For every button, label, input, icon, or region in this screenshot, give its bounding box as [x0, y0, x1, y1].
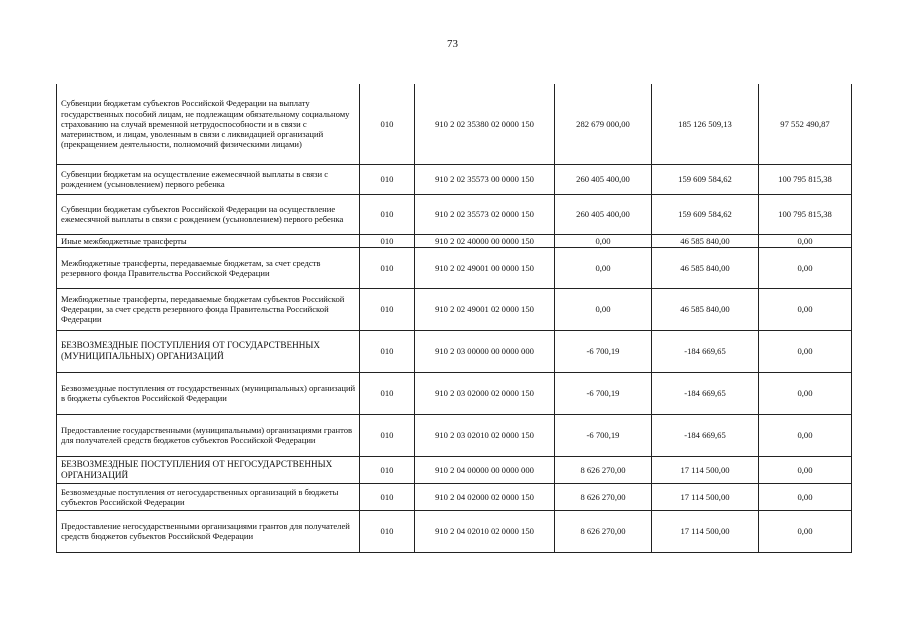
table-row — [57, 247, 852, 288]
row-code: 010 — [360, 247, 415, 288]
table-row — [57, 510, 852, 552]
row-unexecuted-value: 97 552 490,87 — [759, 84, 852, 164]
row-executed-value: 159 609 584,62 — [652, 194, 759, 234]
row-approved-value: 260 405 400,00 — [555, 164, 652, 194]
row-unexecuted-value: 100 795 815,38 — [759, 164, 852, 194]
row-unexecuted-value: 100 795 815,38 — [759, 194, 852, 234]
row-approved-value: 8 626 270,00 — [555, 483, 652, 510]
row-unexecuted-value: 0,00 — [759, 372, 852, 414]
row-executed-value: 159 609 584,62 — [652, 164, 759, 194]
row-code: 010 — [360, 372, 415, 414]
row-name: Межбюджетные трансферты, передаваемые бюджетам субъектов Российской Федерации, за счет средств резервного фонда Правительства Российской Федерации — [57, 288, 360, 330]
row-approved-value: 8 626 270,00 — [555, 456, 652, 483]
row-kbk: 910 2 04 00000 00 0000 000 — [415, 456, 555, 483]
row-approved-value: 260 405 400,00 — [555, 194, 652, 234]
row-kbk: 910 2 02 49001 02 0000 150 — [415, 288, 555, 330]
row-executed-value: 46 585 840,00 — [652, 247, 759, 288]
row-unexecuted-value: 0,00 — [759, 483, 852, 510]
row-code: 010 — [360, 414, 415, 456]
table-row — [57, 164, 852, 194]
row-unexecuted-value: 0,00 — [759, 414, 852, 456]
row-name: Субвенции бюджетам на осуществление ежемесячной выплаты в связи с рождением (усыновлением) первого ребенка — [57, 164, 360, 194]
row-kbk: 910 2 02 35573 00 0000 150 — [415, 164, 555, 194]
row-kbk: 910 2 03 02000 02 0000 150 — [415, 372, 555, 414]
row-executed-value: -184 669,65 — [652, 414, 759, 456]
row-executed-value: -184 669,65 — [652, 330, 759, 372]
table-row — [57, 456, 852, 483]
budget-revenue-table — [56, 84, 852, 553]
row-code: 010 — [360, 164, 415, 194]
table-row — [57, 372, 852, 414]
row-approved-value: 0,00 — [555, 247, 652, 288]
row-code: 010 — [360, 510, 415, 552]
row-unexecuted-value: 0,00 — [759, 247, 852, 288]
row-approved-value: -6 700,19 — [555, 372, 652, 414]
row-approved-value: 0,00 — [555, 288, 652, 330]
row-name: Предоставление негосударственными организациями грантов для получателей средств бюджетов субъектов Российской Федерации — [57, 510, 360, 552]
row-approved-value: 282 679 000,00 — [555, 84, 652, 164]
row-name: Безвозмездные поступления от негосударственных организаций в бюджеты субъектов Российской Федерации — [57, 483, 360, 510]
row-unexecuted-value: 0,00 — [759, 510, 852, 552]
table-row — [57, 483, 852, 510]
row-executed-value: 17 114 500,00 — [652, 483, 759, 510]
row-code: 010 — [360, 234, 415, 247]
row-name: БЕЗВОЗМЕЗДНЫЕ ПОСТУПЛЕНИЯ ОТ ГОСУДАРСТВЕННЫХ (МУНИЦИПАЛЬНЫХ) ОРГАНИЗАЦИЙ — [57, 330, 360, 372]
row-name: БЕЗВОЗМЕЗДНЫЕ ПОСТУПЛЕНИЯ ОТ НЕГОСУДАРСТВЕННЫХ ОРГАНИЗАЦИЙ — [57, 456, 360, 483]
row-code: 010 — [360, 483, 415, 510]
row-kbk: 910 2 04 02000 02 0000 150 — [415, 483, 555, 510]
row-approved-value: 0,00 — [555, 234, 652, 247]
row-kbk: 910 2 03 00000 00 0000 000 — [415, 330, 555, 372]
row-executed-value: 46 585 840,00 — [652, 234, 759, 247]
row-approved-value: 8 626 270,00 — [555, 510, 652, 552]
row-kbk: 910 2 04 02010 02 0000 150 — [415, 510, 555, 552]
row-unexecuted-value: 0,00 — [759, 456, 852, 483]
row-executed-value: 46 585 840,00 — [652, 288, 759, 330]
row-name: Предоставление государственными (муниципальными) организациями грантов для получателей средств бюджетов субъектов Российской Федерации — [57, 414, 360, 456]
table-row — [57, 288, 852, 330]
row-kbk: 910 2 02 35573 02 0000 150 — [415, 194, 555, 234]
row-unexecuted-value: 0,00 — [759, 330, 852, 372]
row-executed-value: 185 126 509,13 — [652, 84, 759, 164]
row-name: Межбюджетные трансферты, передаваемые бюджетам, за счет средств резервного фонда Правительства Российской Федерации — [57, 247, 360, 288]
row-kbk: 910 2 03 02010 02 0000 150 — [415, 414, 555, 456]
row-name: Субвенции бюджетам субъектов Российской Федерации на выплату государственных пособий лицам, не подлежащим обязательному социальному страхованию на случай временной нетрудоспособности и в связи с материнством, и лицам, уволенным в связи с ликвидацией организаций (прекращением деятельности, полномочий физическими лицами) — [57, 84, 360, 164]
row-approved-value: -6 700,19 — [555, 414, 652, 456]
table-row — [57, 84, 852, 164]
row-name: Субвенции бюджетам субъектов Российской Федерации на осуществление ежемесячной выплаты в связи с рождением (усыновлением) первого ребенка — [57, 194, 360, 234]
row-unexecuted-value: 0,00 — [759, 288, 852, 330]
row-approved-value: -6 700,19 — [555, 330, 652, 372]
row-code: 010 — [360, 84, 415, 164]
row-name: Иные межбюджетные трансферты — [57, 234, 360, 247]
row-executed-value: 17 114 500,00 — [652, 456, 759, 483]
page-number: 73 — [447, 38, 458, 50]
row-kbk: 910 2 02 40000 00 0000 150 — [415, 234, 555, 247]
row-kbk: 910 2 02 35380 02 0000 150 — [415, 84, 555, 164]
row-executed-value: 17 114 500,00 — [652, 510, 759, 552]
row-code: 010 — [360, 288, 415, 330]
row-code: 010 — [360, 456, 415, 483]
table-row — [57, 194, 852, 234]
table-row — [57, 234, 852, 247]
row-kbk: 910 2 02 49001 00 0000 150 — [415, 247, 555, 288]
table-row — [57, 414, 852, 456]
row-executed-value: -184 669,65 — [652, 372, 759, 414]
row-code: 010 — [360, 194, 415, 234]
row-code: 010 — [360, 330, 415, 372]
row-unexecuted-value: 0,00 — [759, 234, 852, 247]
table-row — [57, 330, 852, 372]
row-name: Безвозмездные поступления от государственных (муниципальных) организаций в бюджеты субъектов Российской Федерации — [57, 372, 360, 414]
